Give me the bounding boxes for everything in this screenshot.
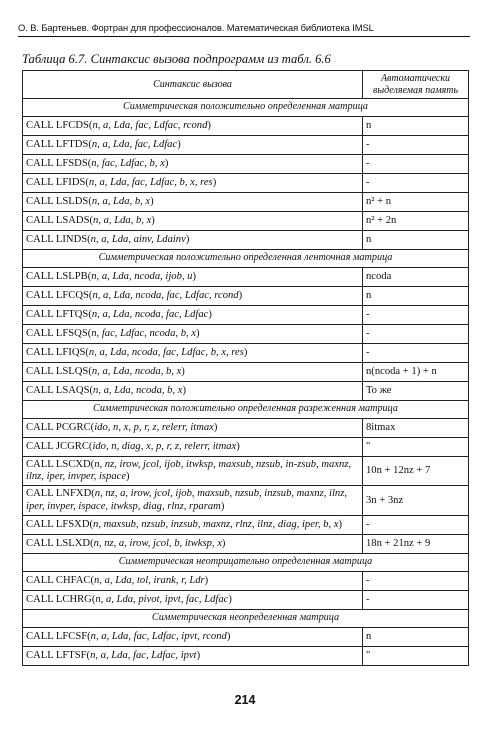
table-row <box>23 363 469 382</box>
routine-name: JCGRC <box>55 440 89 452</box>
memory-cell: То же <box>363 382 469 401</box>
routine-name: LFCSF <box>55 630 88 642</box>
routine-name: PCGRC <box>55 421 91 433</box>
routine-name: LFIDS <box>55 176 86 188</box>
section-row <box>23 609 469 627</box>
memory-cell: 18n + 21nz + 9 <box>363 534 469 553</box>
section-row <box>23 553 469 571</box>
table-row <box>23 515 469 534</box>
routine-args: n, fac, Ldfac, b, x <box>91 157 165 169</box>
call-syntax: CALL LFTDS(n, a, Lda, fac, Ldfac) <box>23 136 363 155</box>
table-row <box>23 325 469 344</box>
memory-cell: 3n + 3nz <box>363 486 469 515</box>
routine-args: n, a, Lda, fac, Ldfac, b, x, res <box>88 176 213 188</box>
call-syntax: CALL LSCXD(n, nz, irow, jcol, ijob, itwksp, maxsub, nzsub, in-zsub, maxnz, ilnz, iper, invper, ispace) <box>23 457 363 486</box>
memory-cell: - <box>363 136 469 155</box>
routine-name: LFCQS <box>55 289 89 301</box>
routine-name: LSCXD <box>55 459 91 470</box>
routine-args: n, a, Lda, fac, Ldfac, ipvt <box>90 649 197 661</box>
call-syntax: CALL LSADS(n, a, Lda, b, x) <box>23 212 363 231</box>
header-rule <box>18 36 470 37</box>
table-row <box>23 212 469 231</box>
table-body <box>23 99 469 666</box>
table-row <box>23 438 469 457</box>
call-syntax: CALL PCGRC(ido, n, x, p, r, z, relerr, itmax) <box>23 419 363 438</box>
call-syntax: CALL LNFXD(n, nz, a, irow, jcol, ijob, maxsub, nzsub, inzsub, maxnz, ilnz, iper, invper, ispace, itwksp, diag, rlnz, rparam) <box>23 486 363 515</box>
table-row <box>23 382 469 401</box>
call-syntax: CALL LINDS(n, a, Lda, ainv, Ldainv) <box>23 231 363 250</box>
table-row <box>23 457 469 486</box>
section-title: Симметрическая положительно определенная ленточная матрица <box>23 250 469 268</box>
table-caption: Таблица 6.7. Синтаксис вызова подпрограмм из табл. 6.6 <box>22 52 331 66</box>
routine-name: LSLPB <box>55 270 88 282</box>
routine-args: n, a, Lda, ncoda, b, x <box>93 384 183 396</box>
routine-args: n, a, Lda, fac, Ldfac <box>91 138 178 150</box>
routine-name: LSLXD <box>55 537 91 549</box>
routine-name: LSLDS <box>55 195 89 207</box>
memory-cell: " <box>363 646 469 665</box>
header-memory: Автоматически выделяемая память <box>363 71 469 99</box>
memory-cell: - <box>363 155 469 174</box>
memory-cell: - <box>363 174 469 193</box>
routine-name: LSAQS <box>55 384 90 396</box>
routine-args: n, a, Lda, ncoda, fac, Ldfac <box>91 308 209 320</box>
section-row <box>23 401 469 419</box>
table-row <box>23 344 469 363</box>
memory-cell: ncoda <box>363 268 469 287</box>
call-syntax: CALL LSLDS(n, a, Lda, b, x) <box>23 193 363 212</box>
routine-name: LFIQS <box>55 346 86 358</box>
memory-cell: n² + 2n <box>363 212 469 231</box>
memory-cell: - <box>363 515 469 534</box>
routine-name: LCHRG <box>55 593 92 605</box>
routine-args: n, nz, a, irow, jcol, b, itwksp, x <box>93 537 222 549</box>
call-syntax: CALL LSAQS(n, a, Lda, ncoda, b, x) <box>23 382 363 401</box>
memory-cell: n <box>363 627 469 646</box>
memory-cell: - <box>363 344 469 363</box>
call-syntax: CALL LFSDS(n, fac, Ldfac, b, x) <box>23 155 363 174</box>
routine-args: n, a, Lda, fac, Ldfac, ipvt, rcond <box>90 630 227 642</box>
call-syntax: CALL LFSQS(n, fac, Ldfac, ncoda, b, x) <box>23 325 363 344</box>
routine-name: LFSDS <box>55 157 88 169</box>
call-syntax: CALL LFCSF(n, a, Lda, fac, Ldfac, ipvt, rcond) <box>23 627 363 646</box>
memory-cell: 10n + 12nz + 7 <box>363 457 469 486</box>
table-row <box>23 174 469 193</box>
table-header-row <box>23 71 469 99</box>
call-syntax: CALL LCHRG(n, a, Lda, pivot, ipvt, fac, Ldfac) <box>23 590 363 609</box>
call-syntax: CALL LFCQS(n, a, Lda, ncoda, fac, Ldfac, rcond) <box>23 287 363 306</box>
table-row <box>23 627 469 646</box>
table-row <box>23 268 469 287</box>
table-row <box>23 117 469 136</box>
table-row <box>23 534 469 553</box>
routine-name: LSADS <box>55 214 90 226</box>
call-syntax: CALL CHFAC(n, a, Lda, tol, irank, r, Ldr) <box>23 571 363 590</box>
call-syntax: CALL LFCDS(n, a, Lda, fac, Ldfac, rcond) <box>23 117 363 136</box>
memory-cell: - <box>363 590 469 609</box>
memory-cell: 8itmax <box>363 419 469 438</box>
routine-args: ido, n, x, p, r, z, relerr, itmax <box>94 421 214 433</box>
call-syntax: CALL LSLPB(n, a, Lda, ncoda, ijob, u) <box>23 268 363 287</box>
memory-cell: " <box>363 438 469 457</box>
routine-args: n, a, Lda, ncoda, b, x <box>91 365 182 377</box>
running-head: О. В. Бартеньев. Фортран для профессионалов. Математическая библиотека IMSL <box>18 22 374 33</box>
table-row <box>23 486 469 515</box>
call-syntax: CALL LSLXD(n, nz, a, irow, jcol, b, itwksp, x) <box>23 534 363 553</box>
call-syntax: CALL LFIQS(n, a, Lda, ncoda, fac, Ldfac, b, x, res) <box>23 344 363 363</box>
table-row <box>23 136 469 155</box>
table-row <box>23 193 469 212</box>
memory-cell: n(ncoda + 1) + n <box>363 363 469 382</box>
call-syntax: CALL LFIDS(n, a, Lda, fac, Ldfac, b, x, res) <box>23 174 363 193</box>
routine-name: LFTDS <box>55 138 89 150</box>
table-row <box>23 306 469 325</box>
call-syntax: CALL LFTQS(n, a, Lda, ncoda, fac, Ldfac) <box>23 306 363 325</box>
section-row <box>23 99 469 117</box>
call-syntax: CALL LSLQS(n, a, Lda, ncoda, b, x) <box>23 363 363 382</box>
table-row <box>23 231 469 250</box>
memory-cell: - <box>363 571 469 590</box>
routine-name: LFSQS <box>55 327 88 339</box>
routine-name: LNFXD <box>55 488 92 500</box>
routine-args: n, a, Lda, ncoda, fac, Ldfac, b, x, res <box>88 346 244 358</box>
section-row <box>23 250 469 268</box>
routine-name: LFTQS <box>55 308 89 320</box>
memory-cell: - <box>363 306 469 325</box>
section-title: Симметрическая неотрицательно определенная матрица <box>23 553 469 571</box>
table-row <box>23 155 469 174</box>
call-syntax: CALL LFSXD(n, maxsub, nzsub, inzsub, maxnz, rlnz, ilnz, diag, iper, b, x) <box>23 515 363 534</box>
memory-cell: n <box>363 231 469 250</box>
section-title: Симметрическая положительно определенная разреженная матрица <box>23 401 469 419</box>
table-row <box>23 590 469 609</box>
table-row <box>23 287 469 306</box>
routine-args: n, a, Lda, ncoda, ijob, u <box>91 270 193 282</box>
routine-args: n, a, Lda, fac, Ldfac, rcond <box>92 119 208 131</box>
call-syntax: CALL JCGRC(ido, n, diag, x, p, r, z, relerr, itmax) <box>23 438 363 457</box>
memory-cell: n <box>363 287 469 306</box>
routine-args: n, fac, Ldfac, ncoda, b, x <box>91 327 196 339</box>
routine-name: LFCDS <box>55 119 89 131</box>
table-row <box>23 419 469 438</box>
header-syntax: Синтаксис вызова <box>23 71 363 99</box>
memory-cell: - <box>363 325 469 344</box>
syntax-table <box>22 70 469 666</box>
routine-name: LINDS <box>55 233 88 245</box>
memory-cell: n <box>363 117 469 136</box>
table-row <box>23 571 469 590</box>
routine-args: n, a, Lda, ainv, Ldainv <box>90 233 186 245</box>
routine-name: CHFAC <box>55 574 91 586</box>
routine-args: n, nz, a, irow, jcol, ijob, maxsub, nzsub, inzsub, maxnz, ilnz, iper, invper, ispace, itwksp, diag, rlnz, rparam <box>26 488 347 512</box>
call-syntax: CALL LFTSF(n, a, Lda, fac, Ldfac, ipvt) <box>23 646 363 665</box>
routine-name: LFSXD <box>55 518 90 530</box>
routine-args: n, a, Lda, ncoda, fac, Ldfac, rcond <box>92 289 239 301</box>
section-title: Симметрическая неопределенная матрица <box>23 609 469 627</box>
page-number: 214 <box>234 693 256 707</box>
table-row <box>23 646 469 665</box>
routine-args: ido, n, diag, x, p, r, z, relerr, itmax <box>92 440 237 452</box>
routine-args: n, a, Lda, b, x <box>93 214 152 226</box>
routine-name: LSLQS <box>55 365 89 377</box>
routine-name: LFTSF <box>55 649 87 661</box>
routine-args: n, maxsub, nzsub, inzsub, maxnz, rlnz, ilnz, diag, iper, b, x <box>93 518 339 530</box>
routine-args: n, a, Lda, pivot, ipvt, fac, Ldfac <box>95 593 229 605</box>
routine-args: n, a, Lda, b, x <box>91 195 151 207</box>
routine-args: n, nz, irow, jcol, ijob, itwksp, maxsub, nzsub, in-zsub, maxnz, ilnz, iper, invper, ispace <box>26 459 352 483</box>
routine-args: n, a, Lda, tol, irank, r, Ldr <box>94 574 205 586</box>
section-title: Симметрическая положительно определенная матрица <box>23 99 469 117</box>
memory-cell: n² + n <box>363 193 469 212</box>
